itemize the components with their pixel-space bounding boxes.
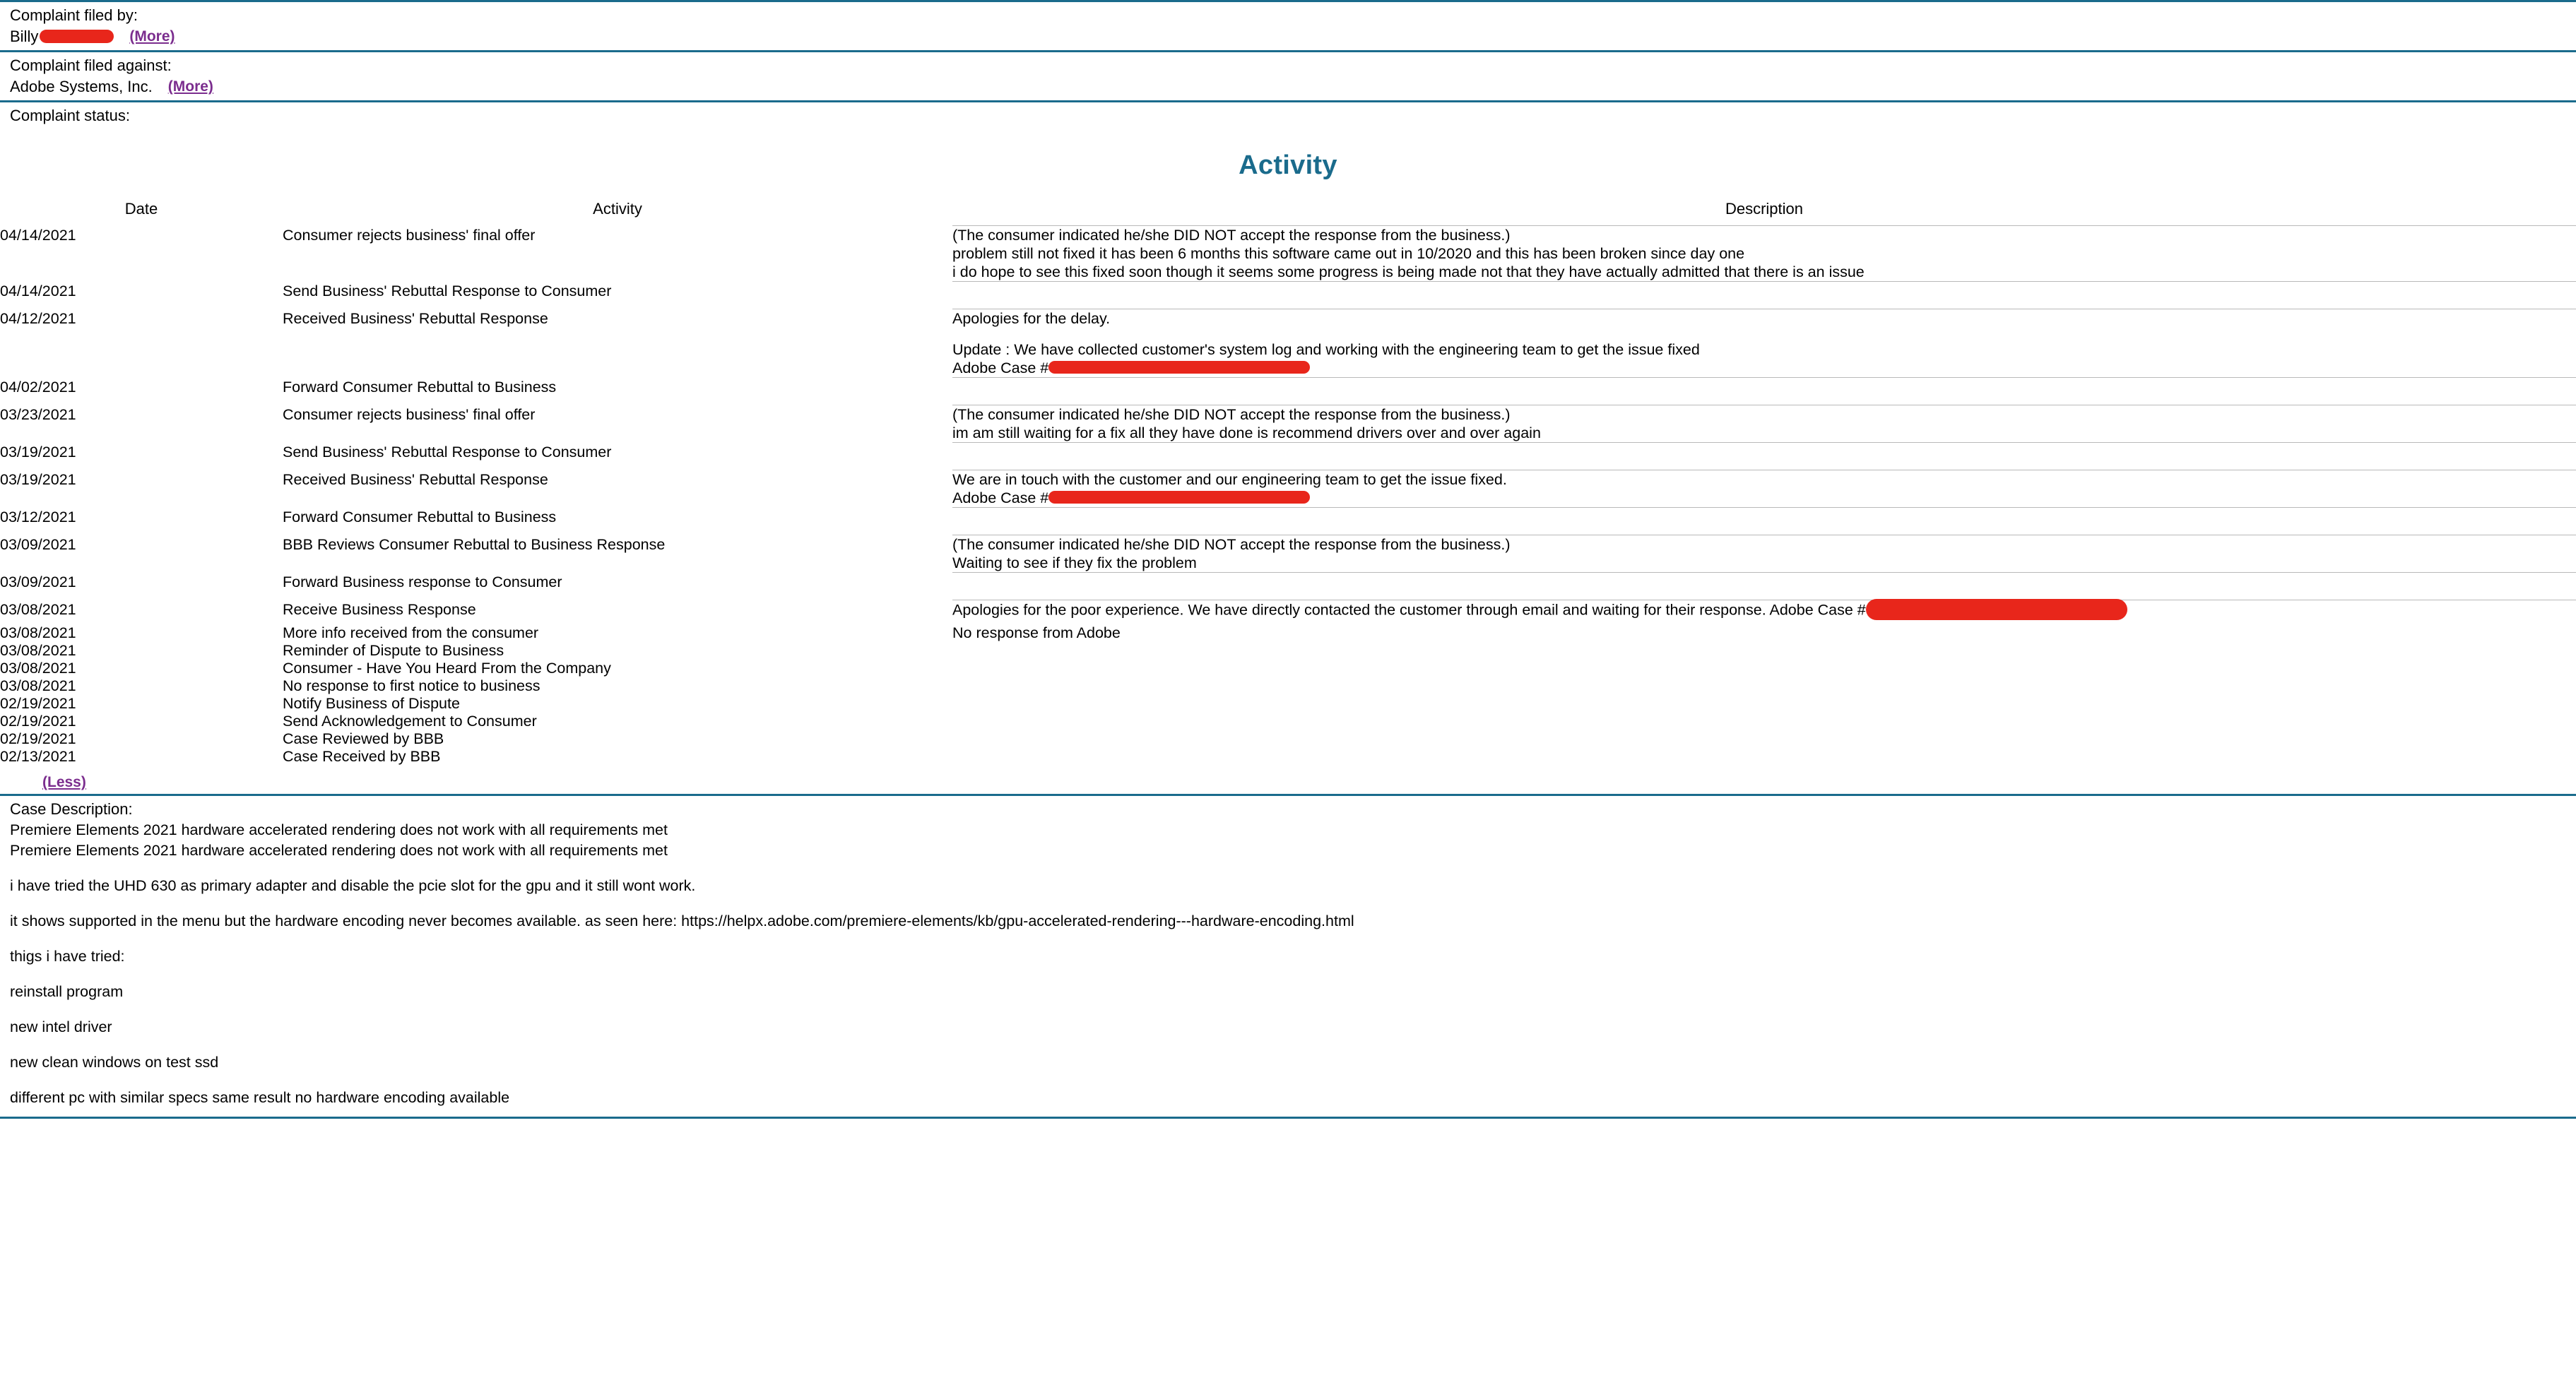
complaint-status-block [0, 102, 2576, 129]
row-activity: Reminder of Dispute to Business [283, 642, 504, 659]
description-line: Apologies for the poor experience. We have directly contacted the customer through email and waiting for their response. Adobe Case # [952, 601, 1866, 619]
row-date: 03/09/2021 [0, 535, 76, 553]
case-description-line: Premiere Elements 2021 hardware accelerated rendering does not work with all requirements met [10, 842, 668, 859]
description-line-with-redaction [952, 600, 2576, 622]
row-activity: Forward Consumer Rebuttal to Business [283, 508, 557, 525]
row-date: 02/13/2021 [0, 748, 76, 765]
complaint-filed-by-value-row [10, 26, 2576, 47]
row-activity: No response to first notice to business [283, 677, 540, 694]
description-line: Apologies for the delay. [952, 310, 1111, 327]
complaint-filed-against-label: Complaint filed against: [10, 57, 172, 74]
row-description [952, 600, 2576, 622]
row-activity: Consumer rejects business' final offer [283, 405, 536, 423]
list-item [0, 624, 2576, 642]
case-description-section [0, 796, 2576, 1108]
row-date: 04/14/2021 [0, 226, 76, 244]
complaint-filed-against-value-row [10, 76, 2576, 97]
row-description [952, 535, 2576, 573]
spacer [10, 1002, 2576, 1017]
description-line: (The consumer indicated he/she DID NOT accept the response from the business.) [952, 227, 1511, 244]
description-line: im am still waiting for a fix all they have done is recommend drivers over and over again [952, 424, 1541, 441]
row-date: 02/19/2021 [0, 730, 76, 747]
complaint-filed-by-block [0, 0, 2576, 52]
description-line-with-redaction [952, 359, 2576, 377]
redaction-bar [1866, 599, 2127, 620]
row-date: 04/14/2021 [0, 282, 76, 299]
row-date: 03/08/2021 [0, 660, 76, 677]
table-row [0, 600, 2576, 622]
row-description [952, 443, 2576, 470]
row-date: 04/12/2021 [0, 309, 76, 327]
description-line: Adobe Case # [952, 359, 1049, 376]
complainant-name: Billy [10, 28, 39, 45]
activity-table [0, 199, 2576, 622]
column-header-activity: Activity [593, 200, 642, 218]
description-line: i do hope to see this fixed soon though it seems some progress is being made not that they have actually admitted that there is an issue [952, 263, 1865, 280]
row-description [952, 309, 2576, 378]
row-activity: Receive Business Response [283, 600, 476, 618]
column-header-description: Description [1725, 200, 1804, 218]
row-activity: Received Business' Rebuttal Response [283, 309, 548, 327]
row-description [952, 508, 2576, 535]
table-row [0, 573, 2576, 600]
case-description-paragraph: new intel driver [10, 1018, 112, 1035]
row-activity: More info received from the consumer [283, 624, 539, 641]
case-description-paragraph: different pc with similar specs same result no hardware encoding available [10, 1089, 510, 1106]
list-item [0, 660, 2576, 677]
row-description [952, 748, 2576, 766]
less-link[interactable]: (Less) [42, 774, 86, 790]
row-activity: Received Business' Rebuttal Response [283, 470, 548, 488]
description-line: We are in touch with the customer and our engineering team to get the issue fixed. [952, 471, 1507, 488]
description-line-with-redaction [952, 489, 2576, 507]
description-line: (The consumer indicated he/she DID NOT accept the response from the business.) [952, 406, 1511, 423]
table-row [0, 535, 2576, 573]
row-activity: Send Acknowledgement to Consumer [283, 713, 537, 730]
less-row [0, 773, 2576, 791]
description-line: Update : We have collected customer's system log and working with the engineering team to get the issue fixed [952, 341, 1700, 358]
redaction-bar [40, 30, 114, 43]
table-row [0, 508, 2576, 535]
case-description-paragraph: new clean windows on test ssd [10, 1054, 219, 1071]
row-activity: Send Business' Rebuttal Response to Consumer [283, 443, 612, 460]
complaint-filed-by-label: Complaint filed by: [10, 6, 138, 24]
case-description-label: Case Description: [10, 800, 133, 818]
row-activity: Case Received by BBB [283, 748, 441, 765]
row-description: No response from Adobe [952, 624, 1121, 641]
row-description [952, 677, 2576, 695]
row-date: 03/08/2021 [0, 624, 76, 641]
table-row [0, 226, 2576, 282]
row-date: 03/23/2021 [0, 405, 76, 423]
row-description [952, 642, 2576, 660]
row-description [952, 378, 2576, 405]
row-activity: Notify Business of Dispute [283, 695, 460, 712]
complaint-filed-against-block [0, 52, 2576, 102]
row-description [952, 713, 2576, 730]
row-description [952, 470, 2576, 508]
spacer [10, 1073, 2576, 1088]
case-description-paragraph: i have tried the UHD 630 as primary adapter and disable the pcie slot for the gpu and it still wont work. [10, 877, 696, 894]
bottom-divider [0, 1117, 2576, 1119]
redaction-bar [1048, 491, 1310, 504]
activity-compact-table [0, 624, 2576, 766]
row-description [952, 660, 2576, 677]
list-item [0, 695, 2576, 713]
row-activity: Case Reviewed by BBB [283, 730, 444, 747]
table-row [0, 405, 2576, 443]
list-item [0, 730, 2576, 748]
description-line: problem still not fixed it has been 6 months this software came out in 10/2020 and this has been broken since day one [952, 245, 1745, 262]
row-description [952, 695, 2576, 713]
table-row [0, 309, 2576, 378]
list-item [0, 677, 2576, 695]
list-item [0, 642, 2576, 660]
case-description-paragraph: reinstall program [10, 983, 124, 1000]
row-date: 03/19/2021 [0, 443, 76, 460]
case-description-paragraph: thigs i have tried: [10, 948, 125, 965]
row-activity: Forward Business response to Consumer [283, 573, 562, 590]
spacer [10, 896, 2576, 911]
description-line: Adobe Case # [952, 489, 1049, 506]
row-date: 04/02/2021 [0, 378, 76, 396]
row-description [952, 730, 2576, 748]
filed-against-more-link[interactable]: (More) [167, 78, 213, 95]
row-description [952, 282, 2576, 309]
list-item [0, 713, 2576, 730]
description-line: Waiting to see if they fix the problem [952, 554, 1197, 571]
spacer [10, 932, 2576, 946]
row-activity: BBB Reviews Consumer Rebuttal to Business Response [283, 535, 666, 553]
column-header-date: Date [124, 200, 158, 218]
row-date: 03/08/2021 [0, 600, 76, 618]
list-item [0, 748, 2576, 766]
row-description [952, 405, 2576, 443]
row-date: 03/08/2021 [0, 677, 76, 694]
table-row [0, 282, 2576, 309]
description-line: (The consumer indicated he/she DID NOT accept the response from the business.) [952, 536, 1511, 553]
row-activity: Send Business' Rebuttal Response to Consumer [283, 282, 612, 299]
activity-table-header-row [0, 199, 2576, 226]
table-row [0, 443, 2576, 470]
row-description [952, 573, 2576, 600]
row-date: 03/09/2021 [0, 573, 76, 590]
row-activity: Consumer - Have You Heard From the Company [283, 660, 611, 677]
row-date: 03/08/2021 [0, 642, 76, 659]
row-description [952, 226, 2576, 282]
complaint-status-label: Complaint status: [10, 107, 130, 124]
filed-by-more-link[interactable]: (More) [129, 28, 175, 44]
row-activity: Forward Consumer Rebuttal to Business [283, 378, 557, 396]
row-date: 03/19/2021 [0, 470, 76, 488]
spacer [10, 861, 2576, 876]
spacer [10, 967, 2576, 982]
row-date: 02/19/2021 [0, 713, 76, 730]
activity-title: Activity [1239, 150, 1337, 180]
row-activity: Consumer rejects business' final offer [283, 226, 536, 244]
business-name: Adobe Systems, Inc. [10, 78, 153, 95]
case-description-line: Premiere Elements 2021 hardware accelerated rendering does not work with all requirements met [10, 821, 668, 838]
redaction-bar [1048, 361, 1310, 374]
row-date: 03/12/2021 [0, 508, 76, 525]
table-row [0, 378, 2576, 405]
table-row [0, 470, 2576, 508]
row-date: 02/19/2021 [0, 695, 76, 712]
spacer [10, 1038, 2576, 1052]
case-description-paragraph: it shows supported in the menu but the hardware encoding never becomes available. as seen here: https://helpx.adobe.com/premiere-elements/kb/gpu-accelerated-rendering---hardware-encoding.html [10, 913, 1354, 929]
